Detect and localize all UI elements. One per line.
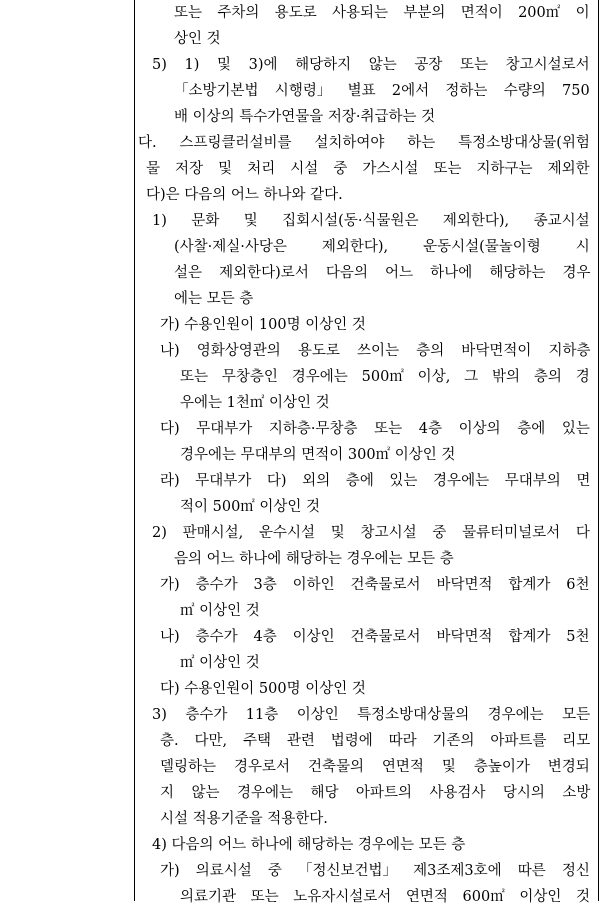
text-line: 지 않는 경우에는 해당 아파트의 사용검사 당시의 소방 [160,785,591,801]
text-line: 라) 무대부가 다) 외의 층에 있는 경우에는 무대부의 면 [160,473,591,489]
table-border-right [598,0,599,901]
text-line: 의료기관 또는 노유자시설로서 연면적 600㎡ 이상인 것 [180,889,590,905]
text-line: ㎡ 이상인 것 [180,603,260,619]
table-border-left [134,0,135,901]
text-line: 물 저장 및 처리 시설 중 가스시설 또는 지하구는 제외한 [146,161,590,177]
text-line: 적이 500㎡ 이상인 것 [180,499,321,515]
text-line: 다. 스프링클러설비를 설치하여야 하는 특정소방대상물(위험 [138,135,590,151]
text-line: 음의 어느 하나에 해당하는 경우에는 모든 층 [174,551,454,567]
text-line: 4) 다음의 어느 하나에 해당하는 경우에는 모든 층 [152,837,466,853]
text-line: 가) 수용인원이 100명 이상인 것 [160,317,366,333]
text-line: 가) 의료시설 중 「정신보건법」 제3조제3호에 따른 정신 [160,863,590,879]
text-line: 또는 무창층인 경우에는 500㎡ 이상, 그 밖의 층의 경 [180,369,590,385]
text-line: (사찰·제실·사당은 제외한다), 운동시설(물놀이형 시 [174,239,590,255]
text-line: 나) 영화상영관의 용도로 쓰이는 층의 바닥면적이 지하층 [160,343,591,359]
text-line: 에는 모든 층 [174,291,254,307]
text-line: 또는 주차의 용도로 사용되는 부분의 면적이 200㎡ 이 [174,5,590,21]
text-line: 우에는 1천㎡ 이상인 것 [180,395,330,411]
text-line: 2) 판매시설, 운수시설 및 창고시설 중 물류터미널로서 다 [152,525,590,541]
text-line: 5) 1) 및 3)에 해당하지 않는 공장 또는 창고시설로서 [152,57,590,73]
text-line: 델링하는 경우로서 건축물의 연면적 및 층높이가 변경되 [160,759,590,775]
text-line: 다) 수용인원이 500명 이상인 것 [160,681,366,697]
text-line: 가) 층수가 3층 이하인 건축물로서 바닥면적 합계가 6천 [160,577,590,593]
text-line: 시설 적용기준을 적용한다. [160,811,328,827]
text-line: 3) 층수가 11층 이상인 특정소방대상물의 경우에는 모든 [152,707,591,723]
text-line: 경우에는 무대부의 면적이 300㎡ 이상인 것 [180,447,456,463]
text-line: 나) 층수가 4층 이상인 건축물로서 바닥면적 합계가 5천 [160,629,590,645]
text-line: 다)은 다음의 어느 하나와 같다. [146,187,343,203]
text-line: 설은 제외한다)로서 다음의 어느 하나에 해당하는 경우 [174,265,591,281]
text-line: 다) 무대부가 지하층·무창층 또는 4층 이상의 층에 있는 [160,421,590,437]
text-line: 「소방기본법 시행령」 별표 2에서 정하는 수량의 750 [174,83,590,99]
text-line: 1) 문화 및 집회시설(동·식물원은 제외한다), 종교시설 [152,213,590,229]
text-line: 배 이상의 특수가연물을 저장·취급하는 것 [174,109,436,125]
text-line: ㎡ 이상인 것 [180,655,260,671]
text-line: 상인 것 [174,31,221,47]
text-line: 층. 다만, 주택 관련 법령에 따라 기존의 아파트를 리모 [160,733,591,749]
